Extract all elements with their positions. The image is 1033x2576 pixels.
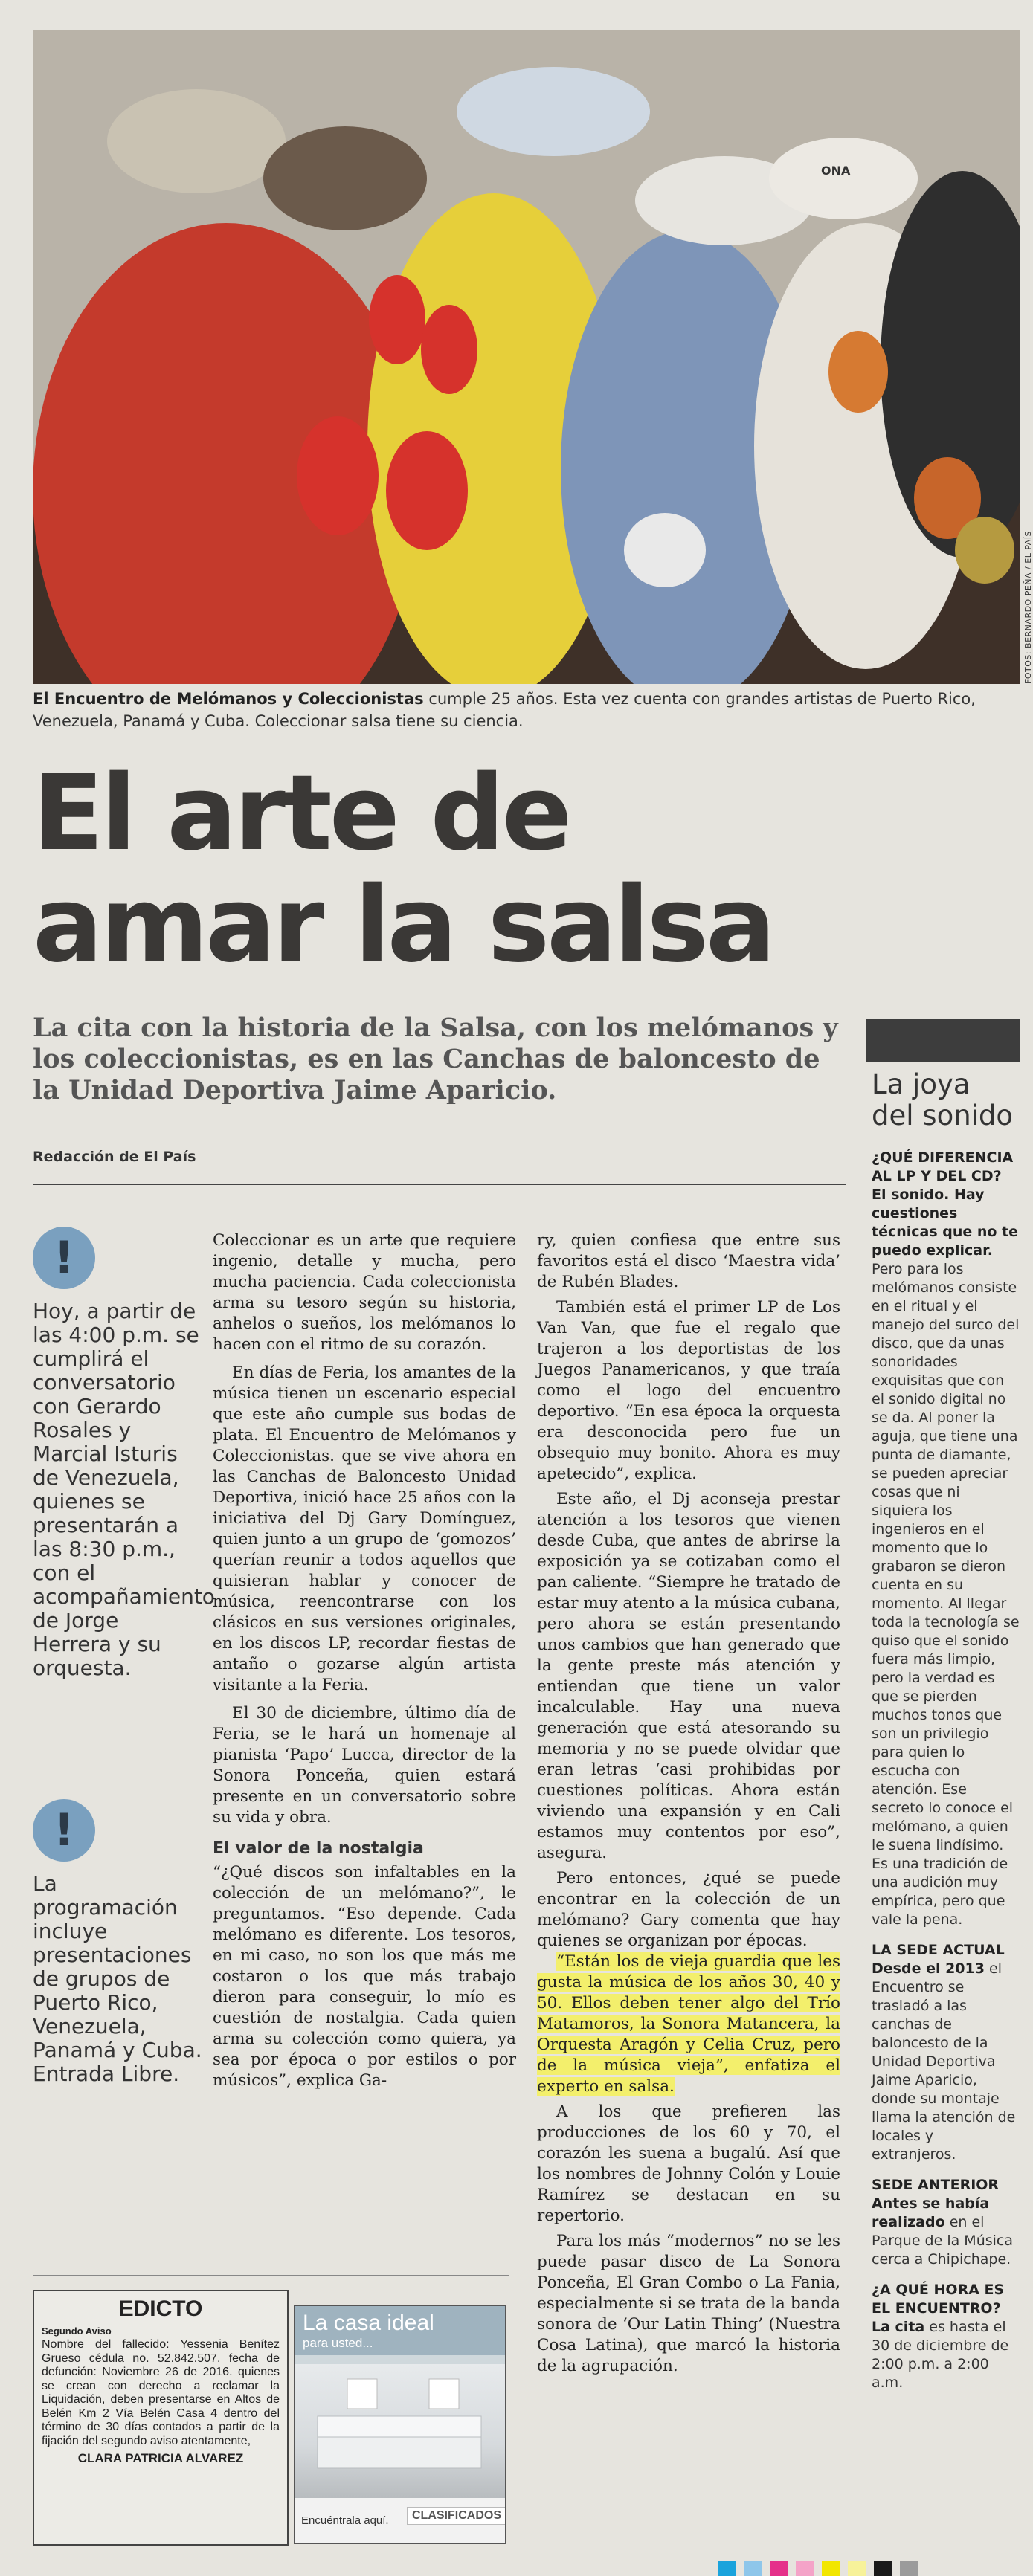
sidebar-question: LA SEDE ACTUAL <box>872 1942 1005 1958</box>
print-color-swatch <box>718 2561 736 2576</box>
sidebar-answer-lead: El sonido. Hay cuestiones técnicas que no te puedo explicar. <box>872 1187 1019 1259</box>
side-note-1: Hoy, a partir de las 4:00 p.m. se cumplirá el conversatorio con Gerardo Rosales y Marcial Isturis de Venezuela, quienes se presentarán a las 8:30 p.m., con el acompañamiento de Jorge Herrera y su orquesta. <box>33 1299 215 1680</box>
paragraph: “¿Qué discos son infaltables en la colección de un melómano?”, le preguntamos. “Eso depende. Cada melómano es diferente. Los tesoros, en mi caso, no son los que más me costaron o los que más trabajo dieron para conseguir, lo mío es cuestión de nostalgia. Cada quien arma su colección como quiera, ya sea por época o por estilos o por músicos”, explica Ga- <box>213 1863 516 2090</box>
sidebar-answer: en el Parque de la Música cerca a Chipichape. <box>872 2214 1014 2267</box>
edicto-notice <box>33 2290 289 2546</box>
headline-line-1: El arte de <box>33 753 570 874</box>
paragraph: También está el primer LP de Los Van Van, que fue el regalo que trajeron a los deportistas de los Juegos Panamericanos, y que traía como el logo del encuentro deportivo. “En esa época la orquesta era desconocida pero fue un obsequio muy bonito. Ahora es muy apetecido”, explica. <box>537 1298 840 1483</box>
photo-caption <box>33 688 1014 732</box>
caption-text: cumple 25 años. Esta vez cuenta con grandes artistas de Puerto Rico, Venezuela, Panamá y Cuba. Coleccionar salsa tiene su ciencia. <box>33 690 976 730</box>
print-color-swatch <box>874 2561 892 2576</box>
paragraph: Pero entonces, ¿qué se puede encontrar en la colección de un melómano? Gary comenta que hay quienes se organizan por épocas. <box>537 1869 840 1950</box>
byline-rule <box>33 1184 846 1185</box>
sidebar-item <box>872 1941 1020 2164</box>
hero-photo-illustration <box>33 30 1020 684</box>
sidebar-question: SEDE ANTERIOR <box>872 2177 1000 2193</box>
edicto-subtitle: Segundo Aviso <box>42 2325 112 2337</box>
print-color-swatch <box>900 2561 918 2576</box>
paragraph: Para los más “modernos” no se les puede pasar disco de La Sonora Ponceña, El Gran Combo o La Fania, especialmente si se trata de la banda sonora de ‘Our Latin Thing’ (Nuestra Cosa Latina), que marcó la historia de la agrupación. <box>537 2232 840 2375</box>
headline-line-2: amar la salsa <box>33 865 773 986</box>
hero-photo <box>33 30 1020 684</box>
sidebar-answer: Pero para los melómanos consiste en el ritual y el manejo del surco del disco, que da unas sonoridades exquisitas que con el sonido digital no se da. Al poner la aguja, que tiene una punta de diamante, se pueden apreciar cosas que ni siquiera los ingenieros en el momento que lo grabaron se dieron cuenta en su momento. Al llegar toda la tecnología se quiso que el sonido fuera más limpio, pero la verdad es que se pierden muchos tonos que son un privilegio para quien lo escucha con atención. Ese secreto lo conoce el melómano, a quien le suena lindísimo. Es una tradición de una audición muy empírica, pero que vale la pena. <box>872 1261 1020 1928</box>
print-color-swatch <box>822 2561 840 2576</box>
sidebar-answer: el Encuentro se trasladó a las canchas de baloncesto de la Unidad Deportiva Jaime Aparicio, donde su montaje llama la atención de locales y extranjeros. <box>872 1960 1016 2163</box>
sidebar-item <box>872 1149 1020 1929</box>
highlight: “Están los de vieja guardia que les gusta la música de los años 30, 40 y 50. Ellos deben tener algo del Trío Matamoros, la Sonora Matancera, la Orquesta Aragón y Celia Cruz, pero de la música vieja”, enfatiza el experto en salsa. <box>537 1952 840 2096</box>
sidebar-answer-lead: Antes se había realizado <box>872 2195 990 2230</box>
sidebar-question: ¿QUÉ DIFERENCIA AL LP Y DEL CD? <box>872 1149 1014 1184</box>
headline <box>33 753 866 986</box>
svg-text:ONA: ONA <box>821 164 851 178</box>
caption-lead: El Encuentro de Melómanos y Coleccionistas <box>33 690 424 708</box>
sidebar-question: ¿A QUÉ HORA ES EL ENCUENTRO? <box>872 2282 1005 2317</box>
ad-headline: La casa ideal <box>295 2306 505 2336</box>
paragraph: En días de Feria, los amantes de la música tienen un escenario especial que este año cumple sus bodas de plata. El Encuentro de Melómanos y Coleccionistas. que se vive ahora en las Canchas de Baloncesto Unidad Deportiva, inició hace 25 años con la iniciativa del Dj Gary Domínguez, quien junto a un grupo de ‘gomozos’ querían reunir a todos aquellos que quisieran hablar y conocer de música, reencontrarse con los clásicos en sus versiones originales, en los discos LP, recordar fiestas de antaño o gozarse algún artista visitante a la Feria. <box>213 1363 516 1694</box>
ad-room-image <box>295 2364 505 2498</box>
print-color-swatch <box>744 2561 762 2576</box>
sidebar-answer-lead: Desde el 2013 <box>872 1960 985 1977</box>
classified-rule <box>33 2275 509 2276</box>
print-color-swatch <box>796 2561 814 2576</box>
sidebar-title: La joya del sonido <box>872 1068 1014 1132</box>
sidebar-item <box>872 2176 1020 2269</box>
article-column-1 <box>213 1230 516 2091</box>
sidebar-answer: es hasta el 30 de diciembre de 2:00 p.m. a 2:00 a.m. <box>872 2319 1009 2391</box>
edicto-text: Nombre del fallecido: Yessenia Benítez Grueso cédula no. 52.842.507. fecha de defunción: Noviembre 26 de 2016. quienes se crean con derecho a reclamar la Liquidación, deben presentarse en Altos de Belén Km 2 Vía Belén Casa 4 dentro del término de 30 días contados a partir de la fijación del segundo aviso atentamente, <box>42 2338 280 2447</box>
paragraph: El 30 de diciembre, último día de Feria, se le hará un homenaje al pianista ‘Papo’ Lucca, director de la Sonora Ponceña, quien estará presente en un conversatorio sobre su vida y obra. <box>213 1704 516 1827</box>
ad-cta: Encuéntrala aquí. <box>301 2514 389 2527</box>
edicto-title: EDICTO <box>118 2296 203 2321</box>
highlighted-quote <box>537 1952 840 2097</box>
exclamation-icon: ! <box>33 1227 95 1289</box>
print-color-swatch <box>848 2561 866 2576</box>
paragraph: Coleccionar es un arte que requiere ingenio, detalle y mucha, pero mucha paciencia. Cada coleccionista arma su tesoro según su historia, anhelos o sueños, los melómanos lo hacen con el ritmo de su corazón. <box>213 1231 516 1354</box>
sidebar-text <box>872 1149 1020 2404</box>
section-heading: El valor de la nostalgia <box>213 1839 424 1858</box>
subheadline: La cita con la historia de la Salsa, con los melómanos y los coleccionistas, es en las Canchas de baloncesto de la Unidad Deportiva Jaime Aparicio. <box>33 1013 838 1105</box>
classified-ad <box>294 2305 506 2544</box>
sidebar-item <box>872 2281 1020 2392</box>
exclamation-icon: ! <box>33 1799 95 1862</box>
ad-subheadline: para usted... <box>295 2336 505 2355</box>
sidebar-header-bar <box>866 1019 1020 1062</box>
ad-brand-logo: CLASIFICADOS <box>407 2507 506 2525</box>
paragraph: A los que prefieren las producciones de los 60 y 70, el corazón les suena a bugalú. Así que los nombres de Johnny Colón y Louie Ramírez se destacan en su repertorio. <box>537 2102 840 2225</box>
article-column-2 <box>537 1230 840 2377</box>
photo-credit: FOTOS: BERNARDO PEÑA / EL PAÍS <box>1023 530 1033 684</box>
print-color-swatch <box>770 2561 788 2576</box>
sofa-illustration <box>295 2364 505 2498</box>
paragraph: ry, quien confiesa que entre sus favoritos está el disco ‘Maestra vida’ de Rubén Blades. <box>537 1231 840 1291</box>
paragraph: Este año, el Dj aconseja prestar atención a los tesoros que vienen desde Cuba, que antes de abrirse la exposición ya se cotizaban como el pan caliente. “Siempre he tratado de estar muy atento a la música cubana, pero ahora se están presentando unos cambios que han generado que la gente preste más atención y entiendan que tiene un valor incalculable. Hay una nueva generación que está atesorando su memoria y no se puede olvidar que eran letras ‘casi prohibidas por cuestiones políticas. Ahora están viviendo una expansión y en Cali estamos muy contentos por eso”, asegura. <box>537 1490 840 1862</box>
ad-footer <box>295 2498 505 2543</box>
byline: Redacción de El País <box>33 1149 196 1165</box>
sidebar-answer-lead: La cita <box>872 2319 925 2335</box>
edicto-signature: CLARA PATRICIA ALVAREZ <box>77 2451 244 2465</box>
side-note-2: La programación incluye presentaciones de grupos de Puerto Rico, Venezuela, Panamá y Cuba. Entrada Libre. <box>33 1871 202 2086</box>
